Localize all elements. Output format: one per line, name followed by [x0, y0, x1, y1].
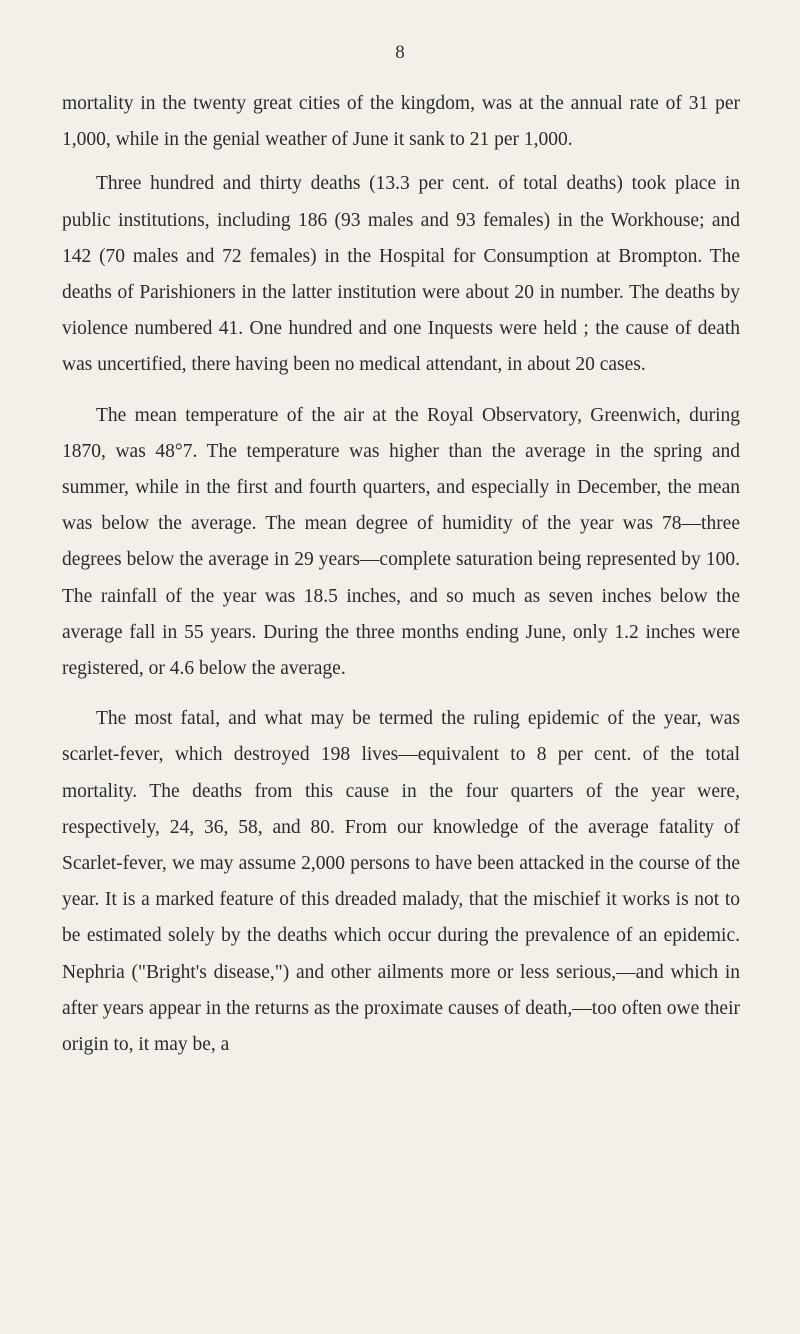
- page-number: 8: [395, 42, 405, 63]
- body-text: [62, 86, 740, 1063]
- paragraph-institution-deaths: Three hundred and thirty deaths (13.3 per cent. of total deaths) took place in public institutions, including 186 (93 males and 93 females) in the Workhouse; and 142 (70 males and 72 females) in the Hospital for Consumption at Brompton. The deaths of Parishioners in the latter institution were about 20 in number. The deaths by violence numbered 41. One hundred and one Inquests were held ; the cause of death was uncertified, there having been no medical attendant, in about 20 cases.: [62, 173, 740, 376]
- paragraph-weather: The mean temperature of the air at the Royal Observatory, Greenwich, during 1870, was 48°7. The temperature was higher than the average in the spring and summer, while in the first and fourth quarters, and especially in December, the mean was below the average. The mean degree of humidity of the year was 78—three degrees below the average in 29 years—complete saturation being represented by 100. The rainfall of the year was 18.5 inches, and so much as seven inches below the average fall in 55 years. During the three months ending June, only 1.2 inches were registered, or 4.6 below the average.: [62, 404, 740, 680]
- paragraph-scarlet-fever: The most fatal, and what may be termed the ruling epidemic of the year, was scarlet-fever, which destroyed 198 lives—equivalent to 8 per cent. of the total mortality. The deaths from this cause in the four quarters of the year were, respectively, 24, 36, 58, and 80. From our knowledge of the average fatality of Scarlet-fever, we may assume 2,000 persons to have been attacked in the course of the year. It is a marked feature of this dreaded malady, that the mischief it works is not to be estimated solely by the deaths which occur during the prevalence of an epidemic. Nephria ("Bright's disease,") and other ailments more or less serious,—and which in after years appear in the returns as the proximate causes of death,—too often owe their origin to, it may be, a: [62, 708, 740, 1056]
- paragraph-mortality-continued: mortality in the twenty great cities of the kingdom, was at the annual rate of 31 per 1,000, while in the genial weather of June it sank to 21 per 1,000.: [62, 93, 740, 151]
